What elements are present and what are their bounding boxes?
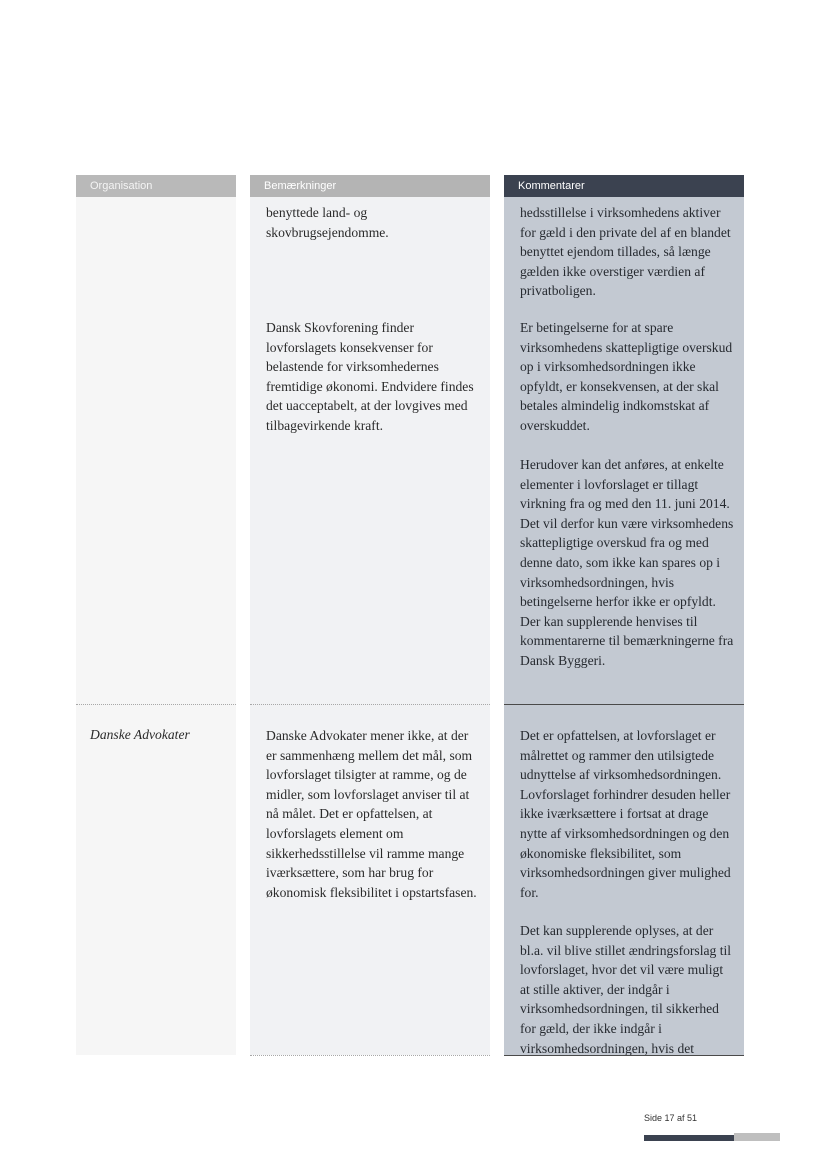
row2-kommentar-2: Det kan supplerende oplyses, at der bl.a. vil blive stillet ændringsforslag til lovforslaget, hvor det vil være muligt at stille aktiver, der indgår i virksomhedsordningen, til sikkerhed for gæld, der ikke indgår i virksomhedsordningen, hvis det [520,923,732,1056]
table-bottom-border [504,1055,744,1056]
row-divider [76,704,236,705]
row2-bemaerkning-1: Danske Advokater mener ikke, at der er sammenhæng mellem det mål, som lovforslaget tilsigter at ramme, og de midler, som lovforslaget anviser til at nå målet. Det er opfattelsen, at lovforslagets element om sikkerhedsstillelse vil ramme mange iværksættere, som har brug for økonomisk fleksibilitet i opstartsfasen. [266,728,477,900]
footer-bar-light [734,1133,780,1141]
page-number: Side 17 af 51 [644,1113,698,1123]
row1-kommentar-2: Er betingelserne for at spare virksomhedens skattepligtige overskud op i virksomhedsordningen ikke opfyldt, er konsekvensen, at der skal betales almindelig indkomstskat af overskuddet. [520,320,733,433]
bemaerkninger-column [250,175,490,1055]
row2-organisation: Danske Advokater [90,727,190,742]
column-header-bemaerkninger: Bemærkninger [250,175,490,197]
column-header-kommentarer: Kommentarer [504,175,744,197]
row1-bemaerkning-1: benyttede land- og skovbrugsejendomme. [266,205,389,240]
row-divider [250,704,490,705]
row2-kommentar-1: Det er opfattelsen, at lovforslaget er målrettet og rammer den utilsigtede udnyttelse af virksomhedsordningen. Lovforslaget forhindrer desuden heller ikke iværksættere i fortsat at drage nytte af virksomhedsordningen og den økonomiske fleksibilitet, som virksomhedsordningen giver mulighed for. [520,728,731,900]
row-divider [504,704,744,705]
row1-kommentar-1: hedsstillelse i virksomhedens aktiver for gæld i den private del af en blandet benyttet ejendom tillades, så længe gælden ikke overstiger værdien af privatboligen. [520,205,731,299]
row1-bemaerkning-2: Dansk Skovforening finder lovforslagets konsekvenser for belastende for virksomhedernes fremtidige økonomi. Endvidere findes det uacceptabelt, at der lovgives med tilbagevirkende kraft. [266,320,474,433]
column-header-organisation: Organisation [76,175,236,197]
row1-kommentar-3: Herudover kan det anføres, at enkelte elementer i lovforslaget er tillagt virkning fra og med den 11. juni 2014. Det vil derfor kun være virksomhedens skattepligtige overskud fra og med denne dato, som ikke kan spares op i virksomhedsordningen, hvis betingelserne herfor ikke er opfyldt. Der kan supplerende henvises til kommentarerne til bemærkningerne fra Dansk Byggeri. [520,457,734,668]
organisation-column [76,175,236,1055]
table-bottom-border [250,1055,490,1056]
footer-bar-dark [644,1135,734,1141]
